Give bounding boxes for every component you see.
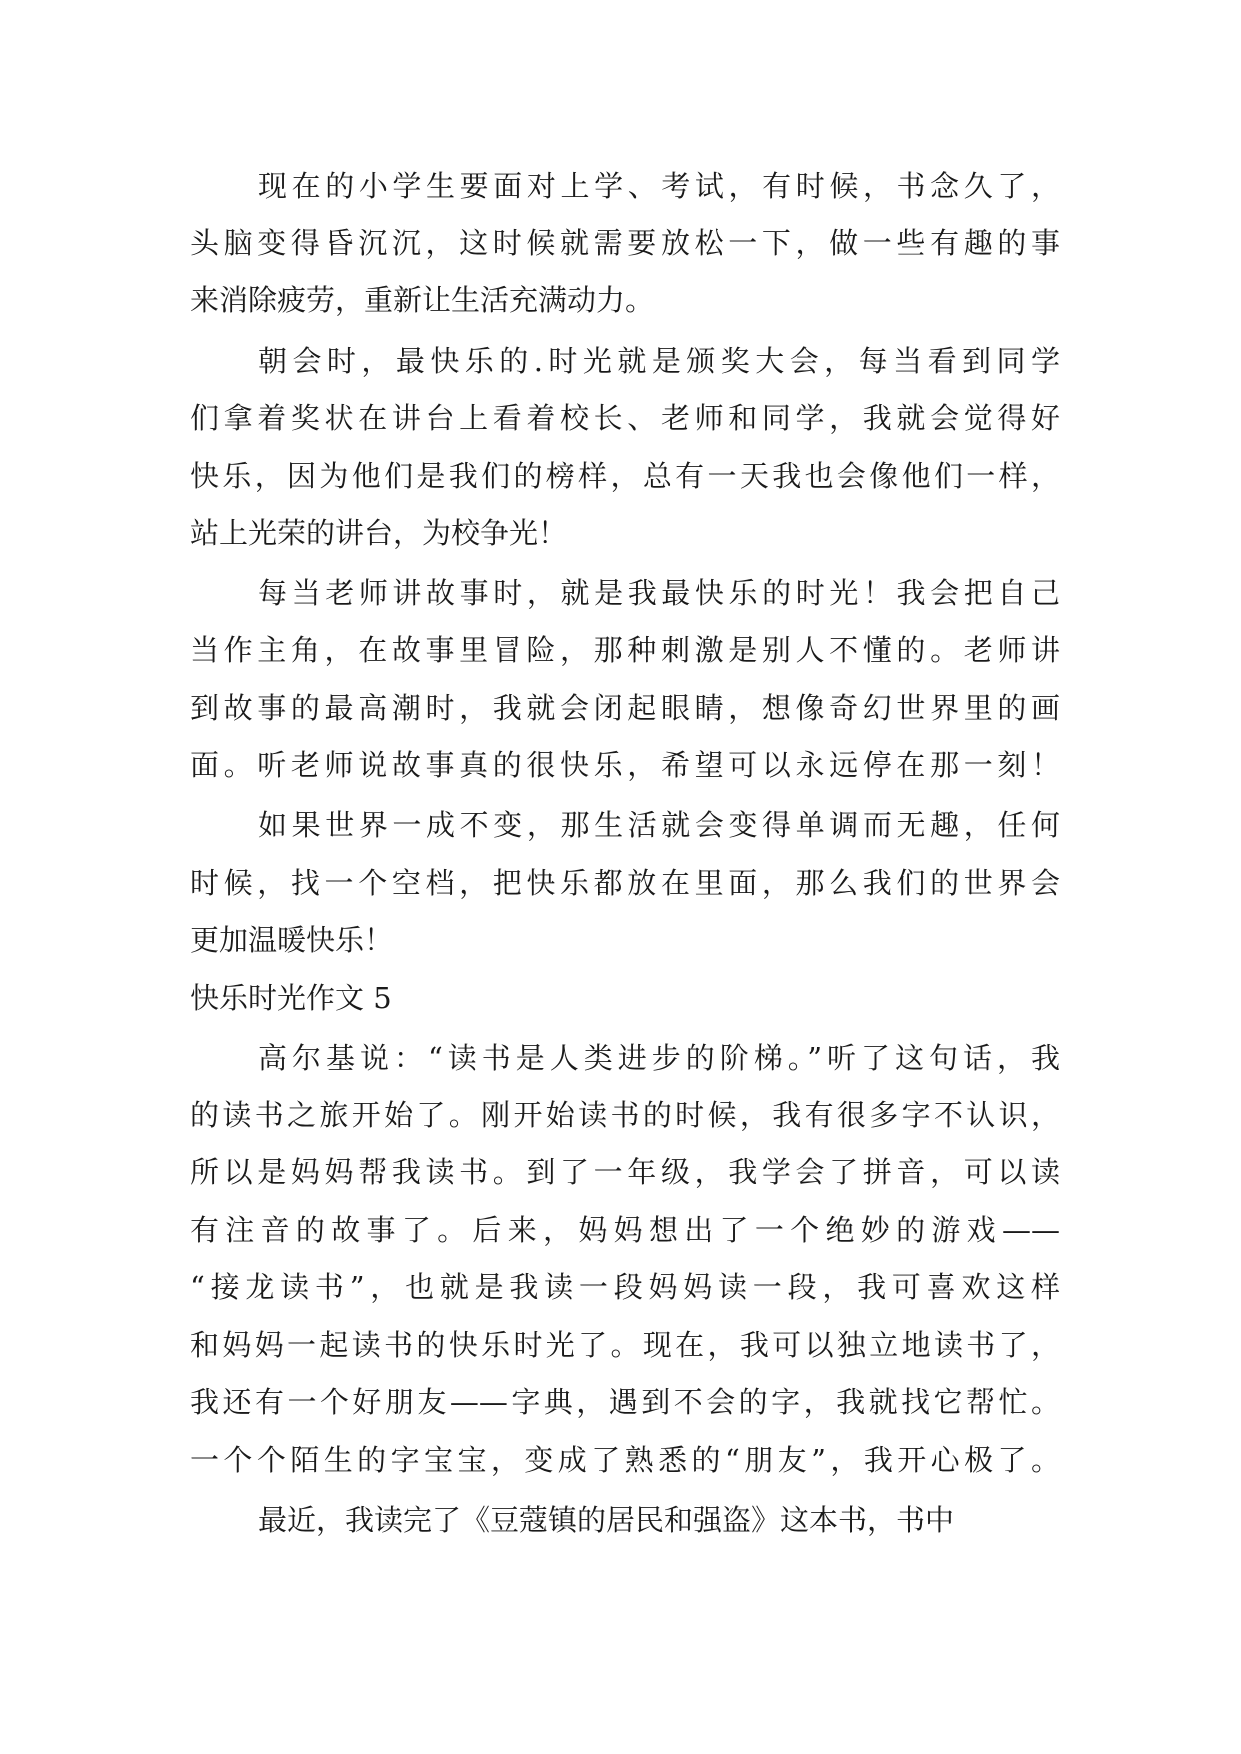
paragraph-line: 站上光荣的讲台，为校争光！ (190, 516, 568, 550)
paragraph-line: 我还有一个好朋友——字典，遇到不会的字，我就找它帮忙。 (190, 1385, 1060, 1419)
paragraph-line: 和妈妈一起读书的快乐时光了。现在，我可以独立地读书了， (190, 1328, 1060, 1362)
paragraph-line: 当作主角，在故事里冒险，那种刺激是别人不懂的。老师讲 (190, 633, 1060, 667)
paragraph-line: “接龙读书”，也就是我读一段妈妈读一段，我可喜欢这样 (190, 1270, 1060, 1304)
paragraph-line: 时候，找一个空档，把快乐都放在里面，那么我们的世界会 (190, 866, 1060, 900)
paragraph-line: 面。听老师说故事真的很快乐，希望可以永远停在那一刻！ (190, 748, 1060, 782)
paragraph-line: 到故事的最高潮时，我就会闭起眼睛，想像奇幻世界里的画 (190, 691, 1060, 725)
paragraph-line: 来消除疲劳，重新让生活充满动力。 (190, 283, 655, 317)
paragraph-line: 有注音的故事了。后来，妈妈想出了一个绝妙的游戏—— (190, 1213, 1060, 1247)
paragraph-line: 朝会时，最快乐的.时光就是颁奖大会，每当看到同学 (258, 344, 1060, 378)
paragraph-line: 现在的小学生要面对上学、考试，有时候，书念久了， (258, 169, 1060, 203)
paragraph-line: 的读书之旅开始了。刚开始读书的时候，我有很多字不认识， (190, 1098, 1060, 1132)
paragraph-line: 所以是妈妈帮我读书。到了一年级，我学会了拼音，可以读 (190, 1155, 1060, 1189)
paragraph-line: 一个个陌生的字宝宝，变成了熟悉的“朋友”，我开心极了。 (190, 1443, 1060, 1477)
paragraph-line: 如果世界一成不变，那生活就会变得单调而无趣，任何 (258, 808, 1060, 842)
paragraph-line: 高尔基说：“读书是人类进步的阶梯。”听了这句话，我 (258, 1041, 1060, 1075)
paragraph-line: 快乐，因为他们是我们的榜样，总有一天我也会像他们一样， (190, 459, 1060, 493)
paragraph-line: 每当老师讲故事时，就是我最快乐的时光！我会把自己 (258, 576, 1060, 610)
paragraph-line: 最近，我读完了《豆蔻镇的居民和强盗》这本书，书中 (258, 1503, 955, 1537)
paragraph-line: 头脑变得昏沉沉，这时候就需要放松一下，做一些有趣的事 (190, 226, 1060, 260)
section-title: 快乐时光作文 5 (190, 981, 392, 1015)
paragraph-line: 们拿着奖状在讲台上看着校长、老师和同学，我就会觉得好 (190, 401, 1060, 435)
paragraph-line: 更加温暖快乐！ (190, 923, 394, 957)
